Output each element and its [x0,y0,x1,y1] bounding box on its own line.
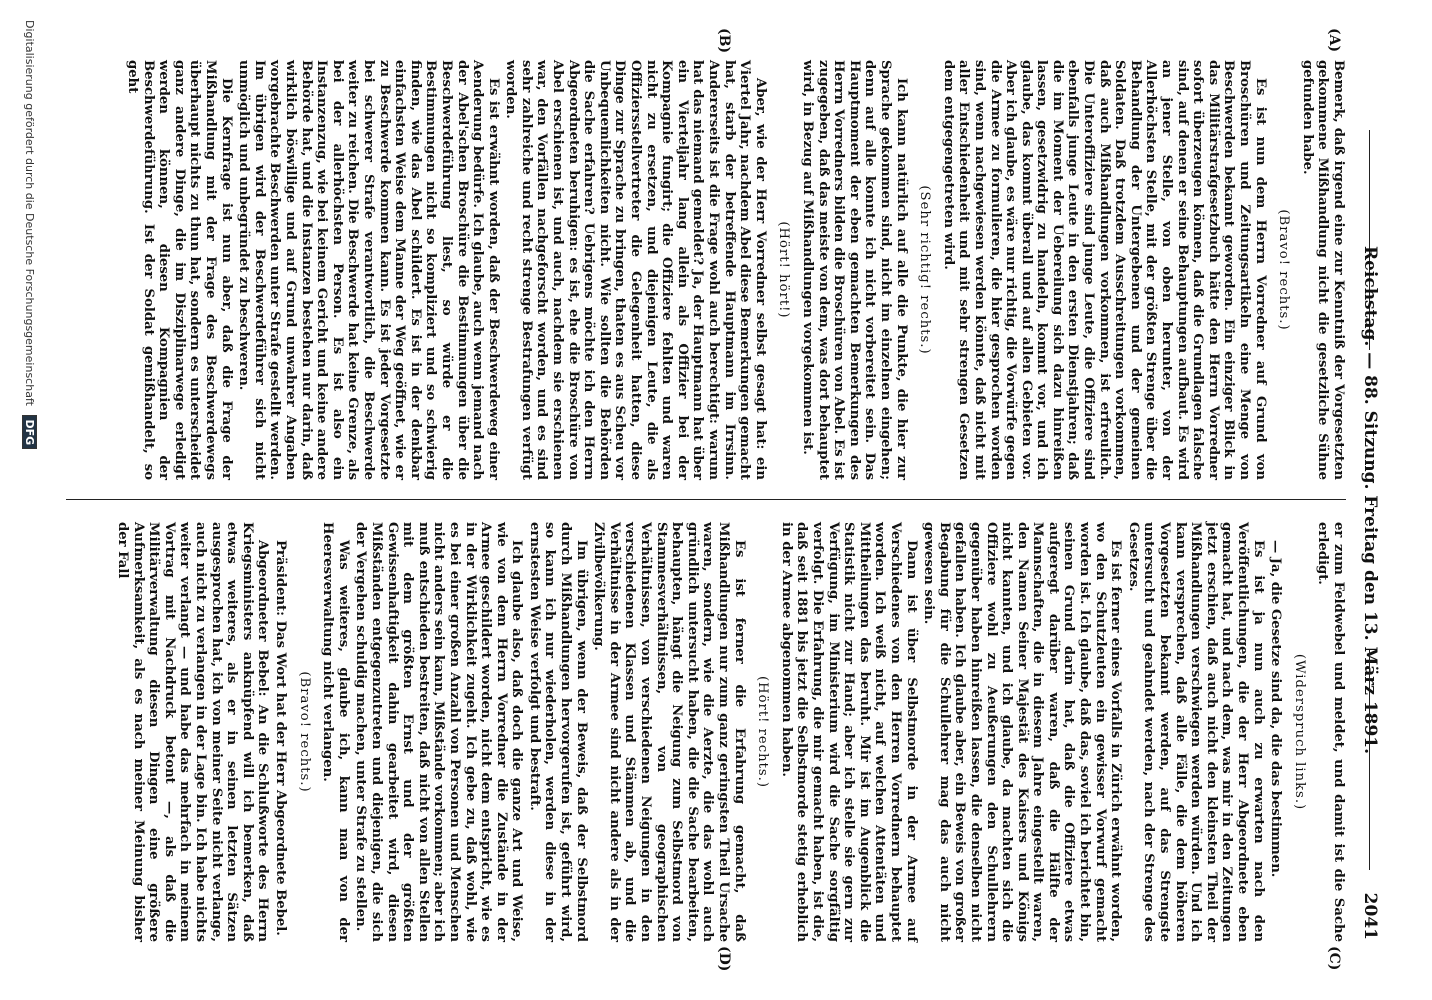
stage-direction: (Hört! hört!) [776,221,792,319]
stage-direction: (Bravo! rechts.) [296,671,312,793]
header-rule-right [1369,650,1370,870]
paragraph: er zum Feldwebel und meldet, und damit ist die Sache erledigt. [1315,522,1346,942]
column-divider [66,499,1346,500]
paragraph: Es ist ferner eines Vorfalls in Zürich erwähnt worden, wo den Schutzleuten ein gewisser Vorwurf gemacht worden ist. Ich glaube, daß das, soviel ich berichtet bin, seinen Grund darin hat, daß die Offiziere etwas aufgeregt darüber waren, daß die Hälfte der Mannschaften, die in diesem Jahre eingestellt waren, den Namen Seiner Majestät des Kaisers und Königs nicht kannten, und ich glaube, da machten sich die Offiziere wohl zu Aeußerungen den Schullehrern gegenüber haben hinreißen lassen, die denselben nicht gefallen haben. Ich glaube aber, ein Beweis von großer Begabung für die Schullehrer mag das auch nicht gewesen sein. [921,522,1124,942]
paragraph: Es ist ja nun auch zu erwarten nach den Veröffentlichungen, die der Herr Abgeordnete eben gemacht hat, und nach dem, was mir in den Zeitungen jetzt erschien, daß auch nicht den kleinsten Theil der Mißhandlungen verschwiegen werden würden. Und ich kann versprechen, daß alle Fälle, die dem höheren Vorgesetzten bekannt werden, auf das Strengste untersucht und geahndet werden, nach der Strenge des Gesetzes. [1125,522,1266,942]
stage-direction: (Bravo! rechts.) [1276,209,1292,331]
left-column [122,60,1346,480]
stage-direction: (Widerspruch links.) [1291,653,1307,811]
paragraph: Die Kernfrage ist nun aber, daß die Frage der Mißhandlung mit der Frage des Beschwerdewegs überhaupt nichts zu thun hat, sondern es unterscheidet ganz andere Dinge, die im Disziplinarwege erledigt werden können, diesen Kompagnien der Beschwerdeführung. Ist der Soldat gemißhandelt, so geht [125,60,234,480]
margin-mark-a: (A) [1326,28,1342,53]
speaker-paragraph: Abgeordneter Bebel: An die Schlußworte des Herrn Kriegsministers anknüpfend will ich bemerken, daß etwas weiteres, als er in seinen letzten Sätzen ausgesprochen hat, ich von meiner Seite nicht verlange, auch nicht zu verlangen in der Lage bin. Ich habe nichts weiter verlangt — und habe das mehrfach in meinem Vortrag mit Nachdruck betont —, als daß die Militärverwaltung diesen Dingen eine größere Aufmerksamkeit, als es nach meiner Meinung bisher der Fall [115,522,271,942]
running-header [1354,60,1384,940]
paragraph: Dann ist über Selbstmorde in der Armee auf Verschiedenes von den Herren Vorrednern behauptet worden. Ich weiß nicht, auf welchen Attentäten und Mittheilungen das beruht. Mir ist im Augenblick die Statistik nicht zur Hand; aber ich stelle sie gern zur Verfügung, im Ministerium wird die Sache sorgfältig verfolgt. Die Erfahrung, die mir gemacht haben, ist die, daß seit 1881 bis jetzt die Selbstmorde stetig erheblich in der Armee abgenommen haben. [778,522,919,942]
paragraph: — Ja, die Gesetze sind da, die das bestimmen. [1268,540,1284,878]
margin-mark-d: (D) [716,946,732,972]
stage-direction: (Sehr richtig! rechts.) [917,185,933,355]
paragraph: Aber, wie der Herr Vorredner selbst gesagt hat: ein Viertel Jahr, nachdem Abel diese Bemerkungen gemacht hat, starb der betreffende Hauptmann im Irrsinn. Andererseits ist die Frage wohl auch berechtigt: warum hat das niemand gemeldet? Ja, der Hauptmann hat über ein Vierteljahr lang allein als Offizier bei der Kompagnie fungirt; die Offiziere fehlten und waren nicht zu ersetzen, und diejenigen Leute, die als Offiziersstellvertreter die Gelegenheit hatten, diese Dinge zur Sprache zu bringen, thaten es aus Scheu vor Unbequemlichkeiten nicht. Wie sollten die Behörden die Sache erfahren? Uebrigens möchte ich den Herrn Abgeordneten beruhigen: es ist, ehe die Broschüre von Abel erschienen ist, und auch, nachdem sie erschienen war, den Vorfällen nachgeforscht worden, und es sind sehr zahlreiche und recht strenge Bestrafungen verfügt worden. [503,60,768,480]
paragraph: Was weiteres, glaube ich, kann man von der Heeresverwaltung nicht verlangen. [320,522,351,942]
margin-mark-c: (C) [1326,946,1342,971]
footer-text: Digitalisierung gefördert durch die Deutsche Forschungsgemeinschaft [23,20,36,406]
right-column [112,522,1346,942]
paragraph: Es ist ferner die Erfahrung gemacht, daß Mißhandlungen nur zum ganz geringsten Theil Ursache waren, sondern, wie die Aerzte, die das wohl auch gründlich untersucht haben, die die Sache bearbeiten, behaupten, hängt die Neigung zum Selbstmord von Stammesverhältnissen, von geographischen Verhältnissen, von verschiedenen Neigungen in den verschiedenen Klassen und Stämmen ab, und die Verhältnisse in der Armee sind nicht andere als in der Zivilbevölkerung. [591,522,747,942]
digitization-footer [22,20,37,980]
dfg-logo: DFG [22,415,37,449]
margin-mark-b: (B) [716,28,732,54]
paragraph: Ich kann natürlich auf alle die Punkte, die hier zur Sprache gekommen sind, nicht im einzelnen eingehen; denn auf alle konnte ich nicht vorbereitet sein. Das Hauptmoment der eben gemachten Bemerkungen des Herrn Vorredners bilden die Broschüren von Abel. Es ist zugegeben, daß das meiste von dem, was dort behauptet wird, in Bezug auf Mißhandlungen vorgekommen ist. [800,60,909,480]
speaker-paragraph: Präsident: Das Wort hat der Herr Abgeordnete Bebel. [273,540,288,936]
paragraph: Im übrigen, wenn der Beweis, daß der Selbstmord durch Mißhandlungen hervorgerufen ist, geführt wird, so kann ich nur wiederholen, werden diese in der ernstesten Weise verfolgt und bestraft. [526,522,589,942]
page-number: 2041 [1360,892,1380,940]
paragraph: Es ist erwähnt worden, daß der Beschwerdeweg einer Aenderung bedürfe. Ich glaube, auch wenn jemand nach der Abel'schen Broschüre die Bestimmungen über die Beschwerdeführung liest, so würde er die Bestimmungen nicht so kompliziert und so schwierig finden, wie das Abel schildert. Es ist in der denkbar einfachsten Weise dem Manne der Weg geöffnet, wie er zu Beschwerde kommen kann. Es ist jeder Vorgesetzte bei schwerer Strafe verantwortlich, die Beschwerde weiter zu reichen. Die Beschwerde hat keine Grenze, als bei der allerhöchsten Person. Es ist also ein Instanzenzug, wie bei keinem Gericht und keine andere Behörde hat, und die Instanzen bestehen nur darin, daß wirklich böswillige und auf Grund unwahrer Angaben vorgebrachte Beschwerden unter Strafe gestellt werden. Im übrigen wird der Beschwerdeführer sich nicht unmöglich und unbegründet zu beschweren. [236,60,501,480]
paragraph: Ich glaube also, daß doch die ganze Art und Weise, wie von dem Herrn Vorredner die Zustände in der Armee geschildert worden, nicht dem entspricht, wie es in der Wirklichkeit zugeht. Ich gebe zu, daß wohl, wie es bei einer großen Anzahl von Personen und Menschen nicht anders sein kann, Mißstände vorkommen; aber ich muß entschieden bestreiten, daß nicht von allen Stellen mit dem größten Ernst und der größten Gewissenhaftigkeit dahin gearbeitet wird, diesen Mißständen entgegenzutreten und diejenigen, die sich der Vergehen schuldig machen, unter Strafe zu stellen. [353,522,525,942]
paragraph: Es ist nun dem Herrn Vorredner auf Grund von Broschüren und Zeitungsartikeln eine Menge von Beschwerden bekannt geworden. Ein einziger Blick in das Militärstrafgesetzbuch hätte den Herrn Vorredner sofort überzeugen können, daß die Grundlagen falsche sind, auf denen er seine Behauptungen aufbaut. Es wird an jener Stelle, von oben herunter, von der Allerhöchsten Stelle, mit der größten Strenge über die Behandlung der Untergebenen und der gemeinen Soldaten. Daß trotzdem Ausschreitungen vorkommen, daß auch Mißhandlungen vorkommen, ist erfreulich. Die Unteroffiziere sind junge Leute, die Offiziere sind ebenfalls junge Leute in den ersten Dienstjahren; daß die im Moment der Uebereilung sich dazu hinreißen lassen, gesetzwidrig zu handeln, kommt vor, und ich glaube, das kommt überall und auf allen Gebieten vor. Aber ich glaube, es wäre nur richtig, die Vorwürfe gegen die Armee zu formulieren, die hier gesprochen worden sind, wenn nachgewiesen werden könnte, daß nicht mit aller Entschiedenheit und mit sehr strengen Gesetzen dem entgegengetreten wird. [940,60,1268,480]
header-title: Reichstag. — 88. Sitzung. Freitag den 13. März 1891. [1360,245,1380,755]
paragraph: Bemerk, daß irgend eine zur Kenntniß der Vorgesetzten gekommene Mißhandlung nicht die gesetzliche Sühne gefunden habe. [1299,60,1346,480]
stage-direction: (Hört! rechts.) [755,675,771,789]
